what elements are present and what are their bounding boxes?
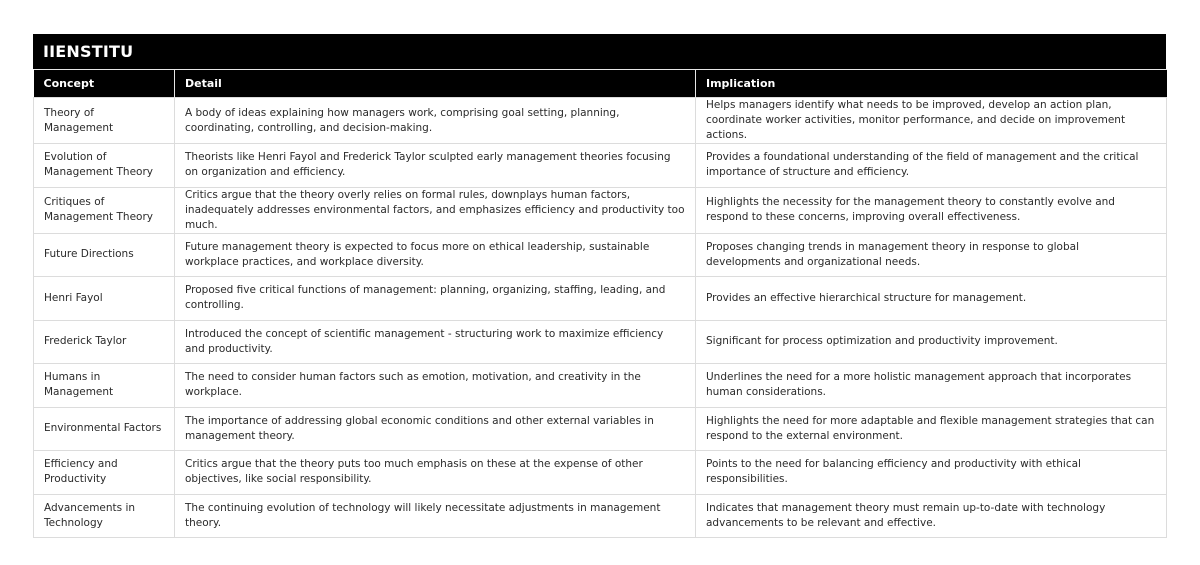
header-detail: Detail bbox=[175, 70, 696, 98]
cell-concept: Future Directions bbox=[34, 233, 175, 277]
cell-concept: Humans in Management bbox=[34, 364, 175, 408]
table-row bbox=[34, 277, 1167, 321]
cell-concept: Henri Fayol bbox=[34, 277, 175, 321]
cell-implication: Helps managers identify what needs to be improved, develop an action plan, coordinate worker activities, monitor performance, and decide on improvement actions. bbox=[696, 98, 1167, 144]
table-row bbox=[34, 451, 1167, 495]
cell-detail: The need to consider human factors such as emotion, motivation, and creativity in the workplace. bbox=[175, 364, 696, 408]
cell-concept: Critiques of Management Theory bbox=[34, 187, 175, 233]
table-row bbox=[34, 320, 1167, 364]
cell-detail: Critics argue that the theory overly relies on formal rules, downplays human factors, inadequately addresses environmental factors, and emphasizes efficiency and productivity too much. bbox=[175, 187, 696, 233]
cell-detail: Proposed five critical functions of management: planning, organizing, staffing, leading, and controlling. bbox=[175, 277, 696, 321]
cell-concept: Frederick Taylor bbox=[34, 320, 175, 364]
cell-concept: Efficiency and Productivity bbox=[34, 451, 175, 495]
concept-table bbox=[33, 69, 1167, 538]
cell-implication: Highlights the necessity for the management theory to constantly evolve and respond to these concerns, improving overall effectiveness. bbox=[696, 187, 1167, 233]
cell-concept: Theory of Management bbox=[34, 98, 175, 144]
cell-detail: Future management theory is expected to focus more on ethical leadership, sustainable workplace practices, and workplace diversity. bbox=[175, 233, 696, 277]
table-row bbox=[34, 98, 1167, 144]
cell-detail: Critics argue that the theory puts too much emphasis on these at the expense of other objectives, like social responsibility. bbox=[175, 451, 696, 495]
table-row bbox=[34, 407, 1167, 451]
brand-title: IIENSTITU bbox=[33, 34, 1166, 69]
cell-concept: Advancements in Technology bbox=[34, 494, 175, 538]
cell-implication: Indicates that management theory must remain up-to-date with technology advancements to be relevant and effective. bbox=[696, 494, 1167, 538]
table-row bbox=[34, 187, 1167, 233]
header-concept: Concept bbox=[34, 70, 175, 98]
cell-detail: The continuing evolution of technology will likely necessitate adjustments in management theory. bbox=[175, 494, 696, 538]
cell-detail: Introduced the concept of scientific management - structuring work to maximize efficiency and productivity. bbox=[175, 320, 696, 364]
cell-implication: Points to the need for balancing efficiency and productivity with ethical responsibilities. bbox=[696, 451, 1167, 495]
cell-implication: Highlights the need for more adaptable and flexible management strategies that can respond to the external environment. bbox=[696, 407, 1167, 451]
table-row bbox=[34, 144, 1167, 188]
cell-implication: Provides a foundational understanding of the field of management and the critical importance of structure and efficiency. bbox=[696, 144, 1167, 188]
header-implication: Implication bbox=[696, 70, 1167, 98]
header-row bbox=[34, 70, 1167, 98]
table-row bbox=[34, 494, 1167, 538]
cell-implication: Provides an effective hierarchical structure for management. bbox=[696, 277, 1167, 321]
cell-detail: Theorists like Henri Fayol and Frederick Taylor sculpted early management theories focusing on organization and efficiency. bbox=[175, 144, 696, 188]
cell-implication: Significant for process optimization and productivity improvement. bbox=[696, 320, 1167, 364]
cell-detail: A body of ideas explaining how managers work, comprising goal setting, planning, coordinating, controlling, and decision-making. bbox=[175, 98, 696, 144]
table-row bbox=[34, 364, 1167, 408]
cell-concept: Evolution of Management Theory bbox=[34, 144, 175, 188]
table-row bbox=[34, 233, 1167, 277]
cell-concept: Environmental Factors bbox=[34, 407, 175, 451]
cell-detail: The importance of addressing global economic conditions and other external variables in management theory. bbox=[175, 407, 696, 451]
content-wrapper bbox=[33, 34, 1166, 538]
cell-implication: Underlines the need for a more holistic management approach that incorporates human considerations. bbox=[696, 364, 1167, 408]
cell-implication: Proposes changing trends in management theory in response to global developments and organizational needs. bbox=[696, 233, 1167, 277]
